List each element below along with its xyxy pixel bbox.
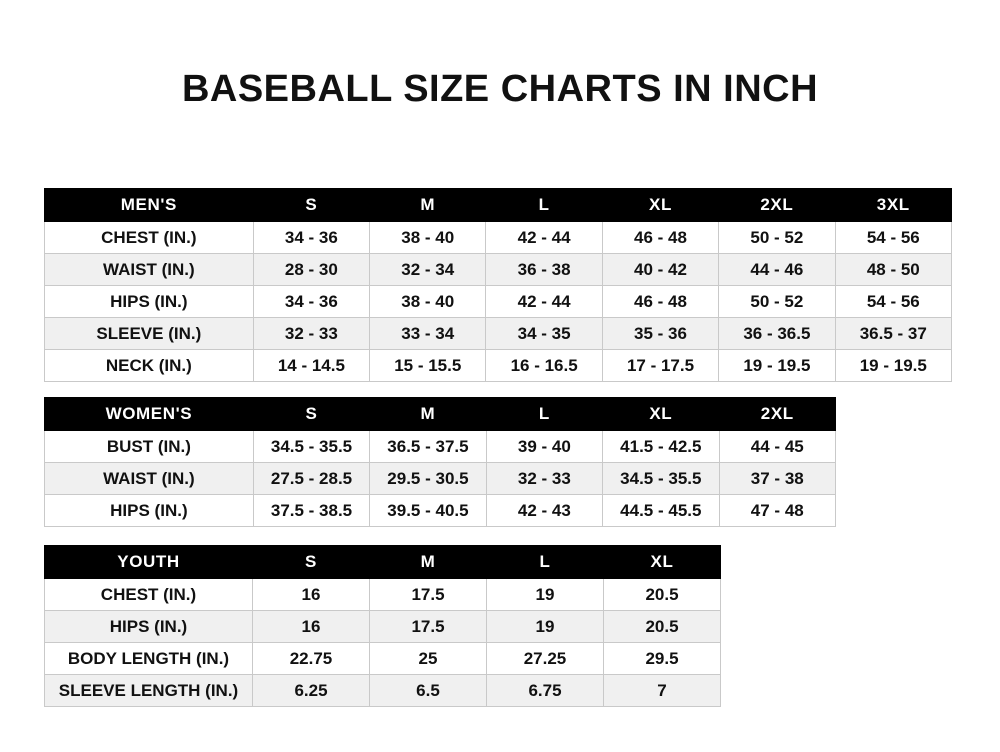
mens-header-s: S xyxy=(253,189,369,222)
womens-header-m: M xyxy=(370,398,486,431)
cell-value: 29.5 - 30.5 xyxy=(370,463,486,495)
table-row xyxy=(45,643,721,675)
table-header-row xyxy=(45,398,836,431)
cell-value: 19 - 19.5 xyxy=(719,350,835,382)
womens-table-header xyxy=(45,398,836,431)
cell-value: 32 - 34 xyxy=(370,254,486,286)
row-label: HIPS (IN.) xyxy=(45,495,254,527)
womens-header-s: S xyxy=(253,398,369,431)
youth-size-table-container xyxy=(44,545,721,707)
cell-value: 17.5 xyxy=(370,579,487,611)
cell-value: 16 - 16.5 xyxy=(486,350,602,382)
youth-header-category: YOUTH xyxy=(45,546,253,579)
cell-value: 25 xyxy=(370,643,487,675)
cell-value: 34.5 - 35.5 xyxy=(253,431,369,463)
cell-value: 42 - 44 xyxy=(486,286,602,318)
row-label: HIPS (IN.) xyxy=(45,286,254,318)
cell-value: 46 - 48 xyxy=(602,286,718,318)
womens-table-body xyxy=(45,431,836,527)
cell-value: 27.5 - 28.5 xyxy=(253,463,369,495)
cell-value: 20.5 xyxy=(604,611,721,643)
cell-value: 41.5 - 42.5 xyxy=(603,431,719,463)
youth-header-xl: XL xyxy=(604,546,721,579)
cell-value: 6.5 xyxy=(370,675,487,707)
cell-value: 38 - 40 xyxy=(370,286,486,318)
youth-table-body xyxy=(45,579,721,707)
cell-value: 19 xyxy=(487,611,604,643)
womens-header-category: WOMEN'S xyxy=(45,398,254,431)
table-header-row xyxy=(45,189,952,222)
cell-value: 44.5 - 45.5 xyxy=(603,495,719,527)
table-row xyxy=(45,463,836,495)
cell-value: 36 - 38 xyxy=(486,254,602,286)
mens-header-3xl: 3XL xyxy=(835,189,951,222)
row-label: BODY LENGTH (IN.) xyxy=(45,643,253,675)
youth-size-table xyxy=(44,545,721,707)
page-title: BASEBALL SIZE CHARTS IN INCH xyxy=(181,68,819,110)
cell-value: 17 - 17.5 xyxy=(602,350,718,382)
mens-table-body xyxy=(45,222,952,382)
cell-value: 47 - 48 xyxy=(719,495,835,527)
cell-value: 34 - 36 xyxy=(253,286,369,318)
womens-size-table-container xyxy=(44,397,836,527)
youth-header-m: M xyxy=(370,546,487,579)
cell-value: 34 - 35 xyxy=(486,318,602,350)
table-row xyxy=(45,318,952,350)
row-label: NECK (IN.) xyxy=(45,350,254,382)
cell-value: 48 - 50 xyxy=(835,254,951,286)
cell-value: 35 - 36 xyxy=(602,318,718,350)
mens-header-xl: XL xyxy=(602,189,718,222)
mens-size-table xyxy=(44,188,952,382)
row-label: CHEST (IN.) xyxy=(45,222,254,254)
cell-value: 16 xyxy=(253,611,370,643)
cell-value: 50 - 52 xyxy=(719,222,835,254)
cell-value: 50 - 52 xyxy=(719,286,835,318)
table-row xyxy=(45,431,836,463)
cell-value: 19 xyxy=(487,579,604,611)
table-row xyxy=(45,495,836,527)
cell-value: 20.5 xyxy=(604,579,721,611)
table-row xyxy=(45,675,721,707)
mens-header-category: MEN'S xyxy=(45,189,254,222)
youth-header-l: L xyxy=(487,546,604,579)
womens-header-l: L xyxy=(486,398,602,431)
row-label: SLEEVE LENGTH (IN.) xyxy=(45,675,253,707)
cell-value: 32 - 33 xyxy=(486,463,602,495)
cell-value: 19 - 19.5 xyxy=(835,350,951,382)
cell-value: 44 - 46 xyxy=(719,254,835,286)
row-label: BUST (IN.) xyxy=(45,431,254,463)
row-label: CHEST (IN.) xyxy=(45,579,253,611)
row-label: WAIST (IN.) xyxy=(45,254,254,286)
cell-value: 34 - 36 xyxy=(253,222,369,254)
cell-value: 39.5 - 40.5 xyxy=(370,495,486,527)
cell-value: 42 - 43 xyxy=(486,495,602,527)
table-header-row xyxy=(45,546,721,579)
cell-value: 7 xyxy=(604,675,721,707)
mens-size-table-container xyxy=(44,188,952,382)
cell-value: 32 - 33 xyxy=(253,318,369,350)
table-row xyxy=(45,579,721,611)
mens-table-header xyxy=(45,189,952,222)
womens-size-table xyxy=(44,397,836,527)
cell-value: 54 - 56 xyxy=(835,222,951,254)
cell-value: 37 - 38 xyxy=(719,463,835,495)
youth-table-header xyxy=(45,546,721,579)
womens-header-xl: XL xyxy=(603,398,719,431)
cell-value: 39 - 40 xyxy=(486,431,602,463)
cell-value: 36.5 - 37 xyxy=(835,318,951,350)
mens-header-l: L xyxy=(486,189,602,222)
cell-value: 54 - 56 xyxy=(835,286,951,318)
cell-value: 36 - 36.5 xyxy=(719,318,835,350)
cell-value: 15 - 15.5 xyxy=(370,350,486,382)
cell-value: 42 - 44 xyxy=(486,222,602,254)
cell-value: 22.75 xyxy=(253,643,370,675)
cell-value: 37.5 - 38.5 xyxy=(253,495,369,527)
row-label: SLEEVE (IN.) xyxy=(45,318,254,350)
cell-value: 38 - 40 xyxy=(370,222,486,254)
table-row xyxy=(45,350,952,382)
row-label: HIPS (IN.) xyxy=(45,611,253,643)
mens-header-m: M xyxy=(370,189,486,222)
cell-value: 28 - 30 xyxy=(253,254,369,286)
cell-value: 14 - 14.5 xyxy=(253,350,369,382)
youth-header-s: S xyxy=(253,546,370,579)
table-row xyxy=(45,611,721,643)
table-row xyxy=(45,222,952,254)
cell-value: 46 - 48 xyxy=(602,222,718,254)
cell-value: 40 - 42 xyxy=(602,254,718,286)
cell-value: 34.5 - 35.5 xyxy=(603,463,719,495)
cell-value: 27.25 xyxy=(487,643,604,675)
cell-value: 6.25 xyxy=(253,675,370,707)
table-row xyxy=(45,286,952,318)
mens-header-2xl: 2XL xyxy=(719,189,835,222)
row-label: WAIST (IN.) xyxy=(45,463,254,495)
cell-value: 36.5 - 37.5 xyxy=(370,431,486,463)
cell-value: 29.5 xyxy=(604,643,721,675)
cell-value: 16 xyxy=(253,579,370,611)
cell-value: 44 - 45 xyxy=(719,431,835,463)
cell-value: 33 - 34 xyxy=(370,318,486,350)
cell-value: 6.75 xyxy=(487,675,604,707)
table-row xyxy=(45,254,952,286)
womens-header-2xl: 2XL xyxy=(719,398,835,431)
cell-value: 17.5 xyxy=(370,611,487,643)
